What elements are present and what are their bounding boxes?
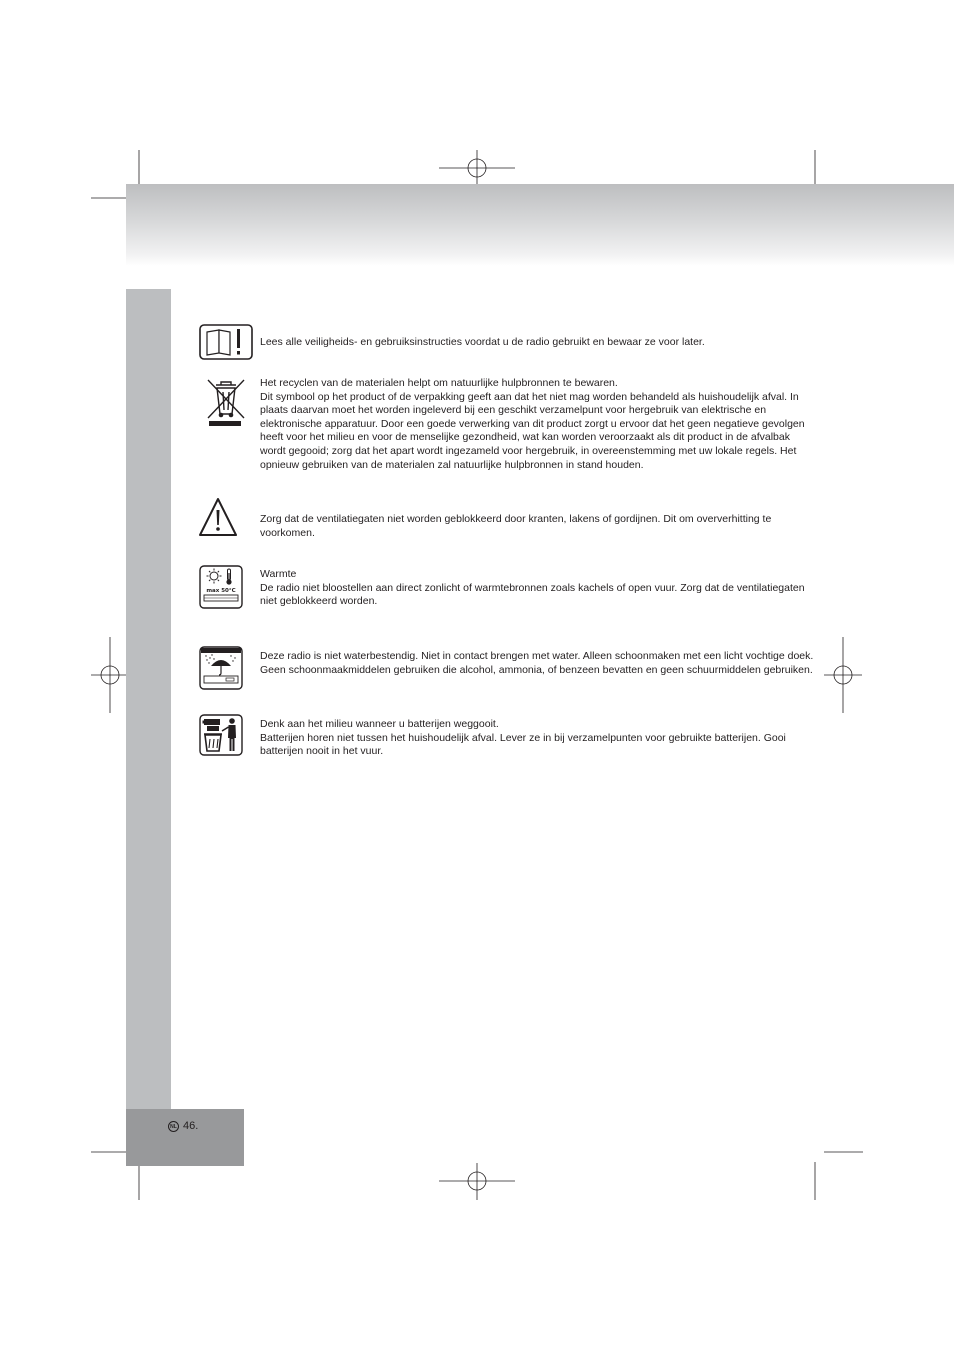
item-line: Dit symbool op het product of de verpakking geeft aan dat het niet mag worden behandeld als huishoudelijk afval. In plaats daarvan moet het worden ingeleverd bij een geschikt verzamelpunt voor hergebruik van elektrische en elektronische apparatuur. Door een goede verwerking van dit product zorgt u ervoor dat het geen negatieve gevolgen heeft voor het milieu en voor de menselijke gezondheid, wat kan worden veroorzaakt als dit product in de afvalbak wordt gegooid; zorg dat het apart wordt ingezameld voor hergebruik, in overeenstemming met uw lokale regels. Het opnieuw gebruiken van de materialen zal natuurlijke hulpbronnen in stand houden. <box>260 390 805 471</box>
item-line: De radio niet bloostellen aan direct zonlicht of warmtebronnen zoals kachels of open vuur. Zorg dat de ventilatiegaten niet geblokkeerd worden. <box>260 581 805 608</box>
side-strip <box>126 289 171 1109</box>
safety-item-manual <box>199 324 819 360</box>
item-line: Het recyclen van de materialen helpt om natuurlijke hulpbronnen te bewaren. <box>260 377 618 389</box>
safety-item-ventilation <box>199 496 819 540</box>
manual-warning-icon <box>199 324 253 360</box>
safety-item-water <box>199 646 819 690</box>
heat-max-50-icon <box>199 565 243 609</box>
heat-icon-label: max 50°C <box>206 588 236 594</box>
item-text <box>260 377 815 472</box>
item-text <box>260 336 815 350</box>
item-text <box>260 513 815 540</box>
page-number: 46. <box>183 1120 199 1132</box>
safety-item-batteries <box>199 714 819 756</box>
page-number-area <box>168 1120 198 1132</box>
footer-block <box>126 1109 244 1166</box>
language-badge: NL <box>168 1121 179 1132</box>
item-line: Warmte <box>260 568 297 580</box>
item-line: Deze radio is niet waterbestendig. Niet in contact brengen met water. Alleen schoonmaken met een licht vochtige doek. Geen schoonmaakmiddelen gebruiken die alcohol, ammonia, of benzeen bevatten en geen schuurmiddelen gebruiken. <box>260 650 814 676</box>
header-band <box>126 184 954 266</box>
item-line: Lees alle veiligheids- en gebruiksinstructies voordat u de radio gebruikt en bewaar ze voor later. <box>260 336 705 348</box>
item-text <box>260 650 815 677</box>
item-text <box>260 568 815 609</box>
safety-item-heat <box>199 565 819 609</box>
item-line: Denk aan het milieu wanneer u batterijen weggooit. <box>260 718 499 730</box>
battery-disposal-icon <box>199 714 243 756</box>
item-text <box>260 718 815 759</box>
item-line: Batterijen horen niet tussen het huishoudelijk afval. Lever ze in bij verzamelpunten voor gebruikte batterijen. Gooi batterijen nooit in het vuur. <box>260 731 786 758</box>
safety-item-recycling <box>199 376 819 488</box>
no-water-umbrella-icon <box>199 646 243 690</box>
item-line: Zorg dat de ventilatiegaten niet worden geblokkeerd door kranten, lakens of gordijnen. Dit om oververhitting te voorkomen. <box>260 513 772 539</box>
warning-triangle-icon <box>199 496 241 538</box>
weee-crossed-bin-icon <box>199 376 253 428</box>
